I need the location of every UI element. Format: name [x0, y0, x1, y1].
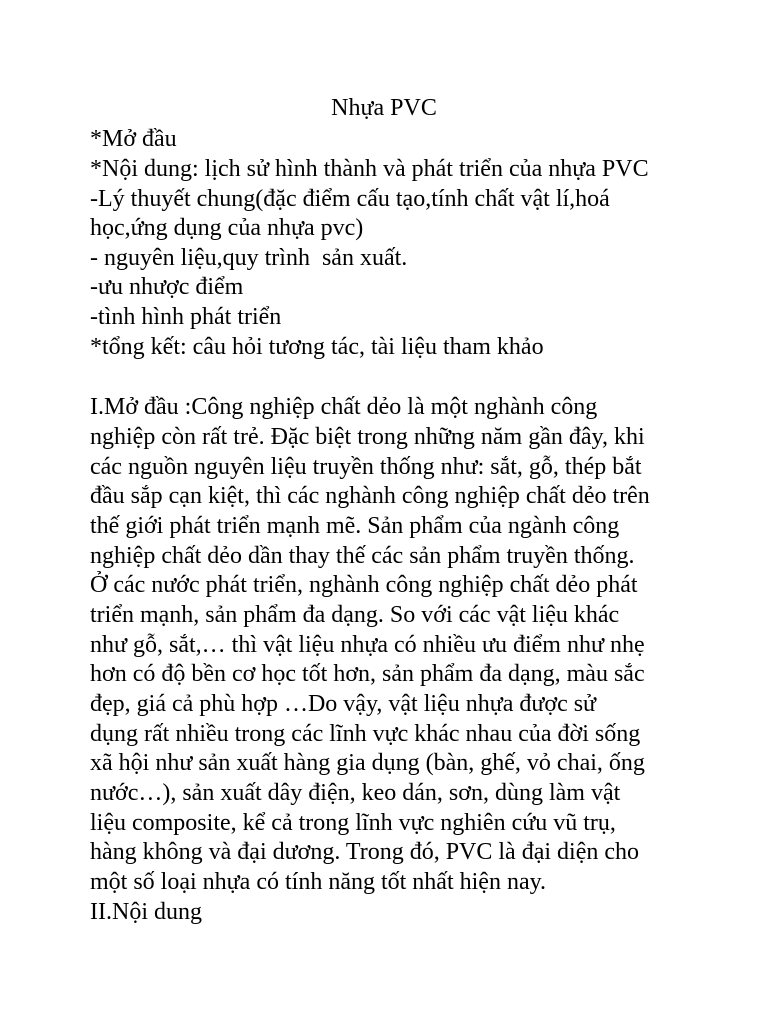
- paragraph-line: thế giới phát triển mạnh mẽ. Sản phẩm của ngành công: [90, 513, 620, 539]
- paragraph-line: đầu sắp cạn kiệt, thì các nghành công nghiệp chất dẻo trên: [90, 483, 650, 509]
- paragraph-line: I.Mở đầu :Công nghiệp chất dẻo là một nghành công: [90, 394, 598, 420]
- outline-line-summary: *tổng kết: câu hỏi tương tác, tài liệu tham khảo: [90, 334, 544, 360]
- paragraph-line: liệu composite, kể cả trong lĩnh vực nghiên cứu vũ trụ,: [90, 810, 616, 836]
- paragraph-line: nghiệp chất dẻo dần thay thế các sản phẩm truyền thống.: [90, 543, 635, 569]
- paragraph-line: một số loại nhựa có tính năng tốt nhất hiện nay.: [90, 869, 547, 895]
- outline-line-materials: - nguyên liệu,quy trình sản xuất.: [90, 245, 408, 271]
- outline-line-intro: *Mở đầu: [90, 126, 177, 152]
- outline-line-theory: -Lý thuyết chung(đặc điểm cấu tạo,tính chất vật lí,hoá: [90, 186, 610, 212]
- paragraph-line: Ở các nước phát triển, nghành công nghiệp chất dẻo phát: [90, 572, 638, 598]
- outline-line-theory-cont: học,ứng dụng của nhựa pvc): [90, 215, 364, 241]
- outline-line-development: -tình hình phát triển: [90, 304, 282, 330]
- paragraph-line: hơn có độ bền cơ học tốt hơn, sản phẩm đa dạng, màu sắc: [90, 661, 645, 687]
- outline-line-content: *Nội dung: lịch sử hình thành và phát triển của nhựa PVC: [90, 156, 649, 182]
- paragraph-line: như gỗ, sắt,… thì vật liệu nhựa có nhiều ưu điểm như nhẹ: [90, 632, 645, 658]
- paragraph-line: đẹp, giá cả phù hợp …Do vậy, vật liệu nhựa được sử: [90, 691, 597, 717]
- outline-line-pros-cons: -ưu nhược điểm: [90, 274, 244, 300]
- paragraph-line: các nguồn nguyên liệu truyền thống như: sắt, gỗ, thép bắt: [90, 454, 642, 480]
- document-title: Nhựa PVC: [331, 95, 437, 121]
- paragraph-line: nghiệp còn rất trẻ. Đặc biệt trong những năm gần đây, khi: [90, 424, 645, 450]
- paragraph-line: dụng rất nhiều trong các lĩnh vực khác nhau của đời sống: [90, 721, 641, 747]
- paragraph-line: hàng không và đại dương. Trong đó, PVC là đại diện cho: [90, 839, 639, 865]
- paragraph-line: triển mạnh, sản phẩm đa dạng. So với các vật liệu khác: [90, 602, 620, 628]
- paragraph-line: xã hội như sản xuất hàng gia dụng (bàn, ghế, vỏ chai, ống: [90, 750, 645, 776]
- paragraph-line: nước…), sản xuất dây điện, keo dán, sơn, dùng làm vật: [90, 780, 621, 806]
- section-heading: II.Nội dung: [90, 899, 202, 925]
